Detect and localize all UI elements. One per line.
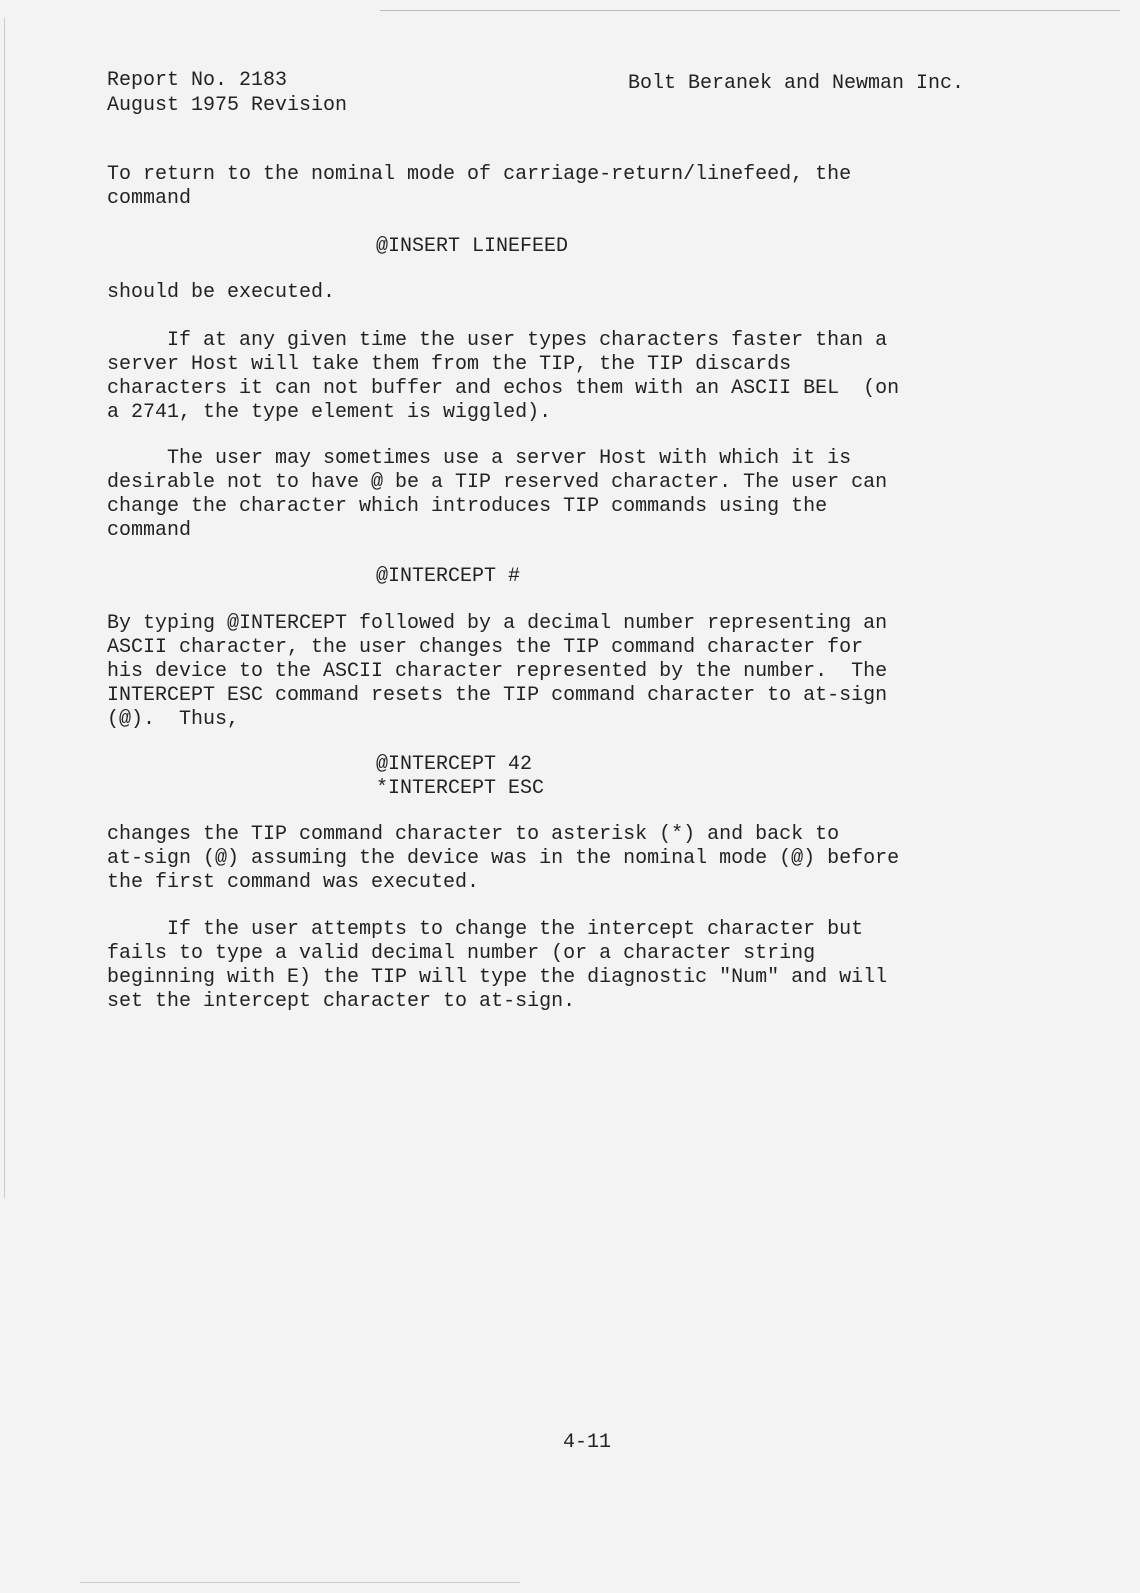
scan-edge-bottom: [80, 1582, 520, 1583]
paragraph-return-mode: To return to the nominal mode of carriage-return/linefeed, the command: [107, 163, 852, 210]
paragraph-asterisk-example: changes the TIP command character to asterisk (*) and back to at-sign (@) assuming the device was in the nominal mode (@) before the first command was executed.: [107, 823, 900, 894]
paragraph-reserved-character: The user may sometimes use a server Host with which it is desirable not to have @ be a TIP reserved character. The user can change the character which introduces TIP commands using the command: [107, 447, 888, 542]
command-intercept: @INTERCEPT #: [376, 565, 521, 588]
paragraph-invalid-number: If the user attempts to change the intercept character but fails to type a valid decimal number (or a character string beginning with E) the TIP will type the diagnostic "Num" and will set the intercept character to at-sign.: [107, 918, 888, 1013]
command-intercept-42: @INTERCEPT 42: [376, 753, 533, 776]
report-header: [107, 68, 347, 118]
paragraph-typing-faster: If at any given time the user types characters faster than a server Host will take them from the TIP, the TIP discards characters it can not buffer and echos them with an ASCII BEL (on a 2741, the type element is wiggled).: [107, 329, 900, 424]
company-name: Bolt Beranek and Newman Inc.: [628, 72, 965, 95]
report-number: Report No. 2183: [107, 69, 288, 92]
page-number: 4-11: [563, 1431, 612, 1454]
scan-edge-left: [4, 18, 5, 1198]
scan-edge-top: [380, 10, 1120, 11]
command-intercept-esc: *INTERCEPT ESC: [376, 777, 545, 800]
command-insert-linefeed: @INSERT LINEFEED: [376, 235, 569, 258]
paragraph-should-execute: should be executed.: [107, 281, 336, 304]
paragraph-intercept-description: By typing @INTERCEPT followed by a decimal number representing an ASCII character, the user changes the TIP command character for his device to the ASCII character represented by the number. The INTERCEPT ESC command resets the TIP command character to at-sign (@). Thus,: [107, 612, 888, 731]
report-revision: August 1975 Revision: [107, 94, 348, 117]
